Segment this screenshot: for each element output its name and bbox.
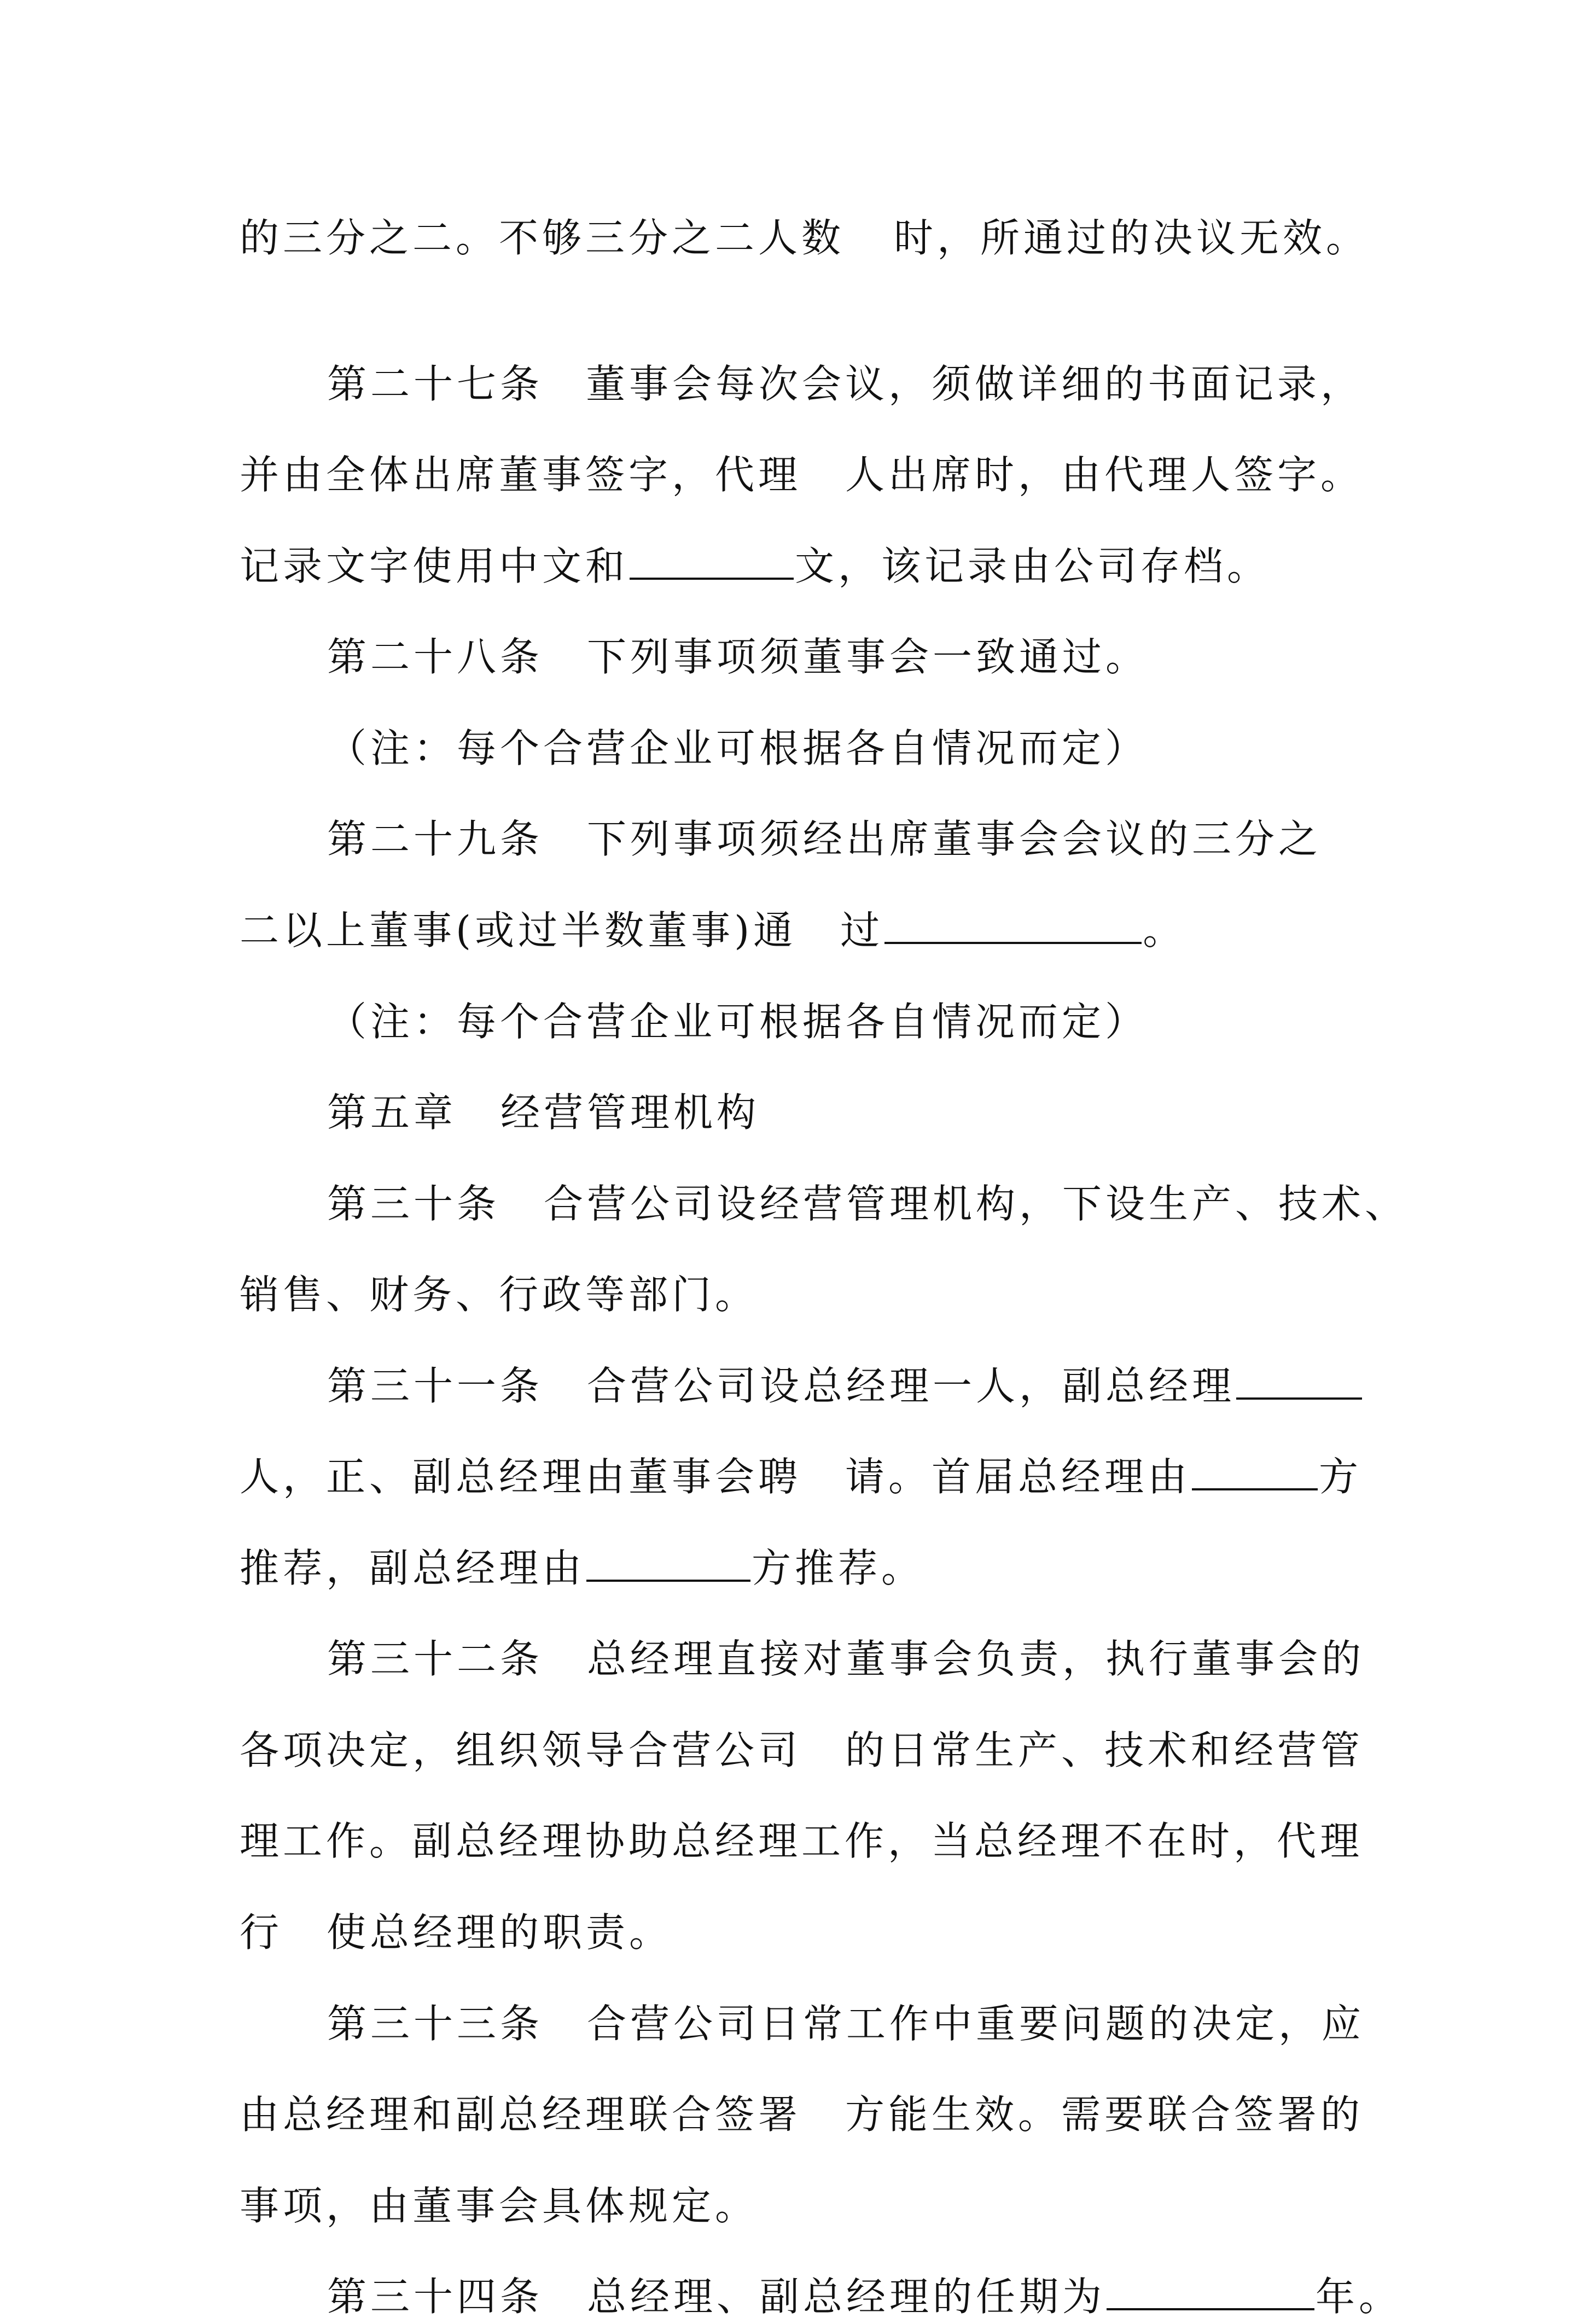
text-line: [240, 1723, 1364, 1778]
text-segment: 并由全体出席董事签字，代理: [240, 452, 802, 498]
text-segment: 年。: [1316, 2274, 1402, 2320]
text-line: [240, 447, 1364, 502]
text-segment: 董事会每次会议，须做详细的书面记录，: [586, 361, 1364, 407]
article-32-heading-line: [327, 1632, 1365, 1686]
text-segment: 下列事项须董事会一致通过。: [587, 634, 1149, 680]
text-segment: 销售、财务、行政等部门。: [240, 1272, 759, 1318]
fill-in-blank: [1236, 1359, 1362, 1400]
text-segment: 方能生效。需要联合签署的: [845, 2092, 1364, 2137]
article-34-heading-line: [327, 2269, 1402, 2324]
text-line: [240, 1905, 672, 1960]
text-segment: 各项决定，组织领导合营公司: [240, 1727, 802, 1773]
fill-in-blank: [884, 904, 1142, 944]
text-segment: 由总经理和副总经理联合签署: [240, 2092, 802, 2137]
note-line: [327, 721, 1148, 776]
text-segment: 合营公司设总经理一人，副总经理: [587, 1363, 1236, 1409]
fill-in-blank: [630, 539, 794, 580]
text-segment: 记录文字使用中文和: [240, 543, 629, 589]
text-segment: 行: [240, 1909, 283, 1955]
text-segment: 的三分之二。不够三分之二人数: [240, 215, 845, 261]
article-28-heading-line: [327, 630, 1149, 684]
text-line: [240, 539, 1270, 593]
text-segment: 合营公司设经营管理机构，下设生产、技术、: [544, 1181, 1409, 1227]
article-number: 第三十三条: [327, 2001, 544, 2047]
text-segment: 时，所通过的决议无效。: [894, 215, 1370, 261]
note-line: [327, 994, 1148, 1049]
text-segment: 合营公司日常工作中重要问题的决定，应: [587, 2001, 1365, 2047]
text-line: [240, 1541, 924, 1595]
article-number: 第二十七条: [327, 361, 544, 407]
text-segment: 事项，由董事会具体规定。: [240, 2183, 759, 2229]
text-line: [240, 211, 1369, 265]
text-segment: 人，正、副总经理由董事会聘: [240, 1454, 802, 1500]
text-segment: 下列事项须经出席董事会会议的三分之: [587, 816, 1322, 862]
text-line: [240, 903, 1186, 958]
text-line: [240, 1814, 1363, 1868]
article-number: 第二十八条: [327, 634, 544, 680]
article-number: 第三十四条: [327, 2274, 544, 2320]
text-segment: 人出席时，由代理人签字。: [845, 452, 1364, 498]
article-27-heading-line: [327, 357, 1364, 411]
text-line: [240, 1267, 758, 1322]
fill-in-blank: [1107, 2270, 1314, 2310]
text-line: [240, 2087, 1364, 2142]
text-segment: 过: [840, 907, 884, 953]
article-number: 第二十九条: [327, 816, 544, 862]
text-segment: 方: [1319, 1454, 1363, 1500]
text-segment: 总经理直接对董事会负责，执行董事会的: [587, 1636, 1365, 1682]
text-segment: 总经理、副总经理的任期为: [587, 2274, 1106, 2320]
fill-in-blank: [586, 1541, 750, 1582]
text-segment: 文，该记录由公司存档。: [795, 543, 1271, 589]
text-segment: 理工作。副总经理协助总经理工作，当总经理不在时，代理: [240, 1818, 1364, 1864]
text-segment: 。: [1143, 907, 1186, 953]
text-line: [240, 2179, 758, 2233]
article-number: 第三十一条: [327, 1363, 544, 1409]
chapter-number: 第五章: [327, 1090, 457, 1135]
text-segment: 方推荐。: [752, 1545, 925, 1591]
chapter-title: 经营管理机构: [500, 1090, 760, 1135]
note-text: （注：每个合营企业可根据各自情况而定）: [327, 725, 1149, 771]
text-line: [240, 1449, 1362, 1504]
text-segment: 的日常生产、技术和经营管: [845, 1727, 1364, 1773]
text-segment: 使总经理的职责。: [327, 1909, 673, 1955]
text-segment: 推荐，副总经理由: [240, 1545, 586, 1591]
article-number: 第三十条: [327, 1181, 500, 1227]
article-31-heading-line: [327, 1359, 1363, 1413]
note-text: （注：每个合营企业可根据各自情况而定）: [327, 999, 1149, 1045]
fill-in-blank: [1192, 1450, 1318, 1490]
text-segment: 请。首届总经理由: [845, 1454, 1191, 1500]
chapter-heading: [327, 1085, 760, 1140]
article-33-heading-line: [327, 1996, 1365, 2051]
article-29-heading-line: [327, 812, 1322, 866]
article-number: 第三十二条: [327, 1636, 544, 1682]
text-segment: 二以上董事(或过半数董事)通: [240, 907, 797, 953]
article-30-heading-line: [327, 1176, 1408, 1231]
